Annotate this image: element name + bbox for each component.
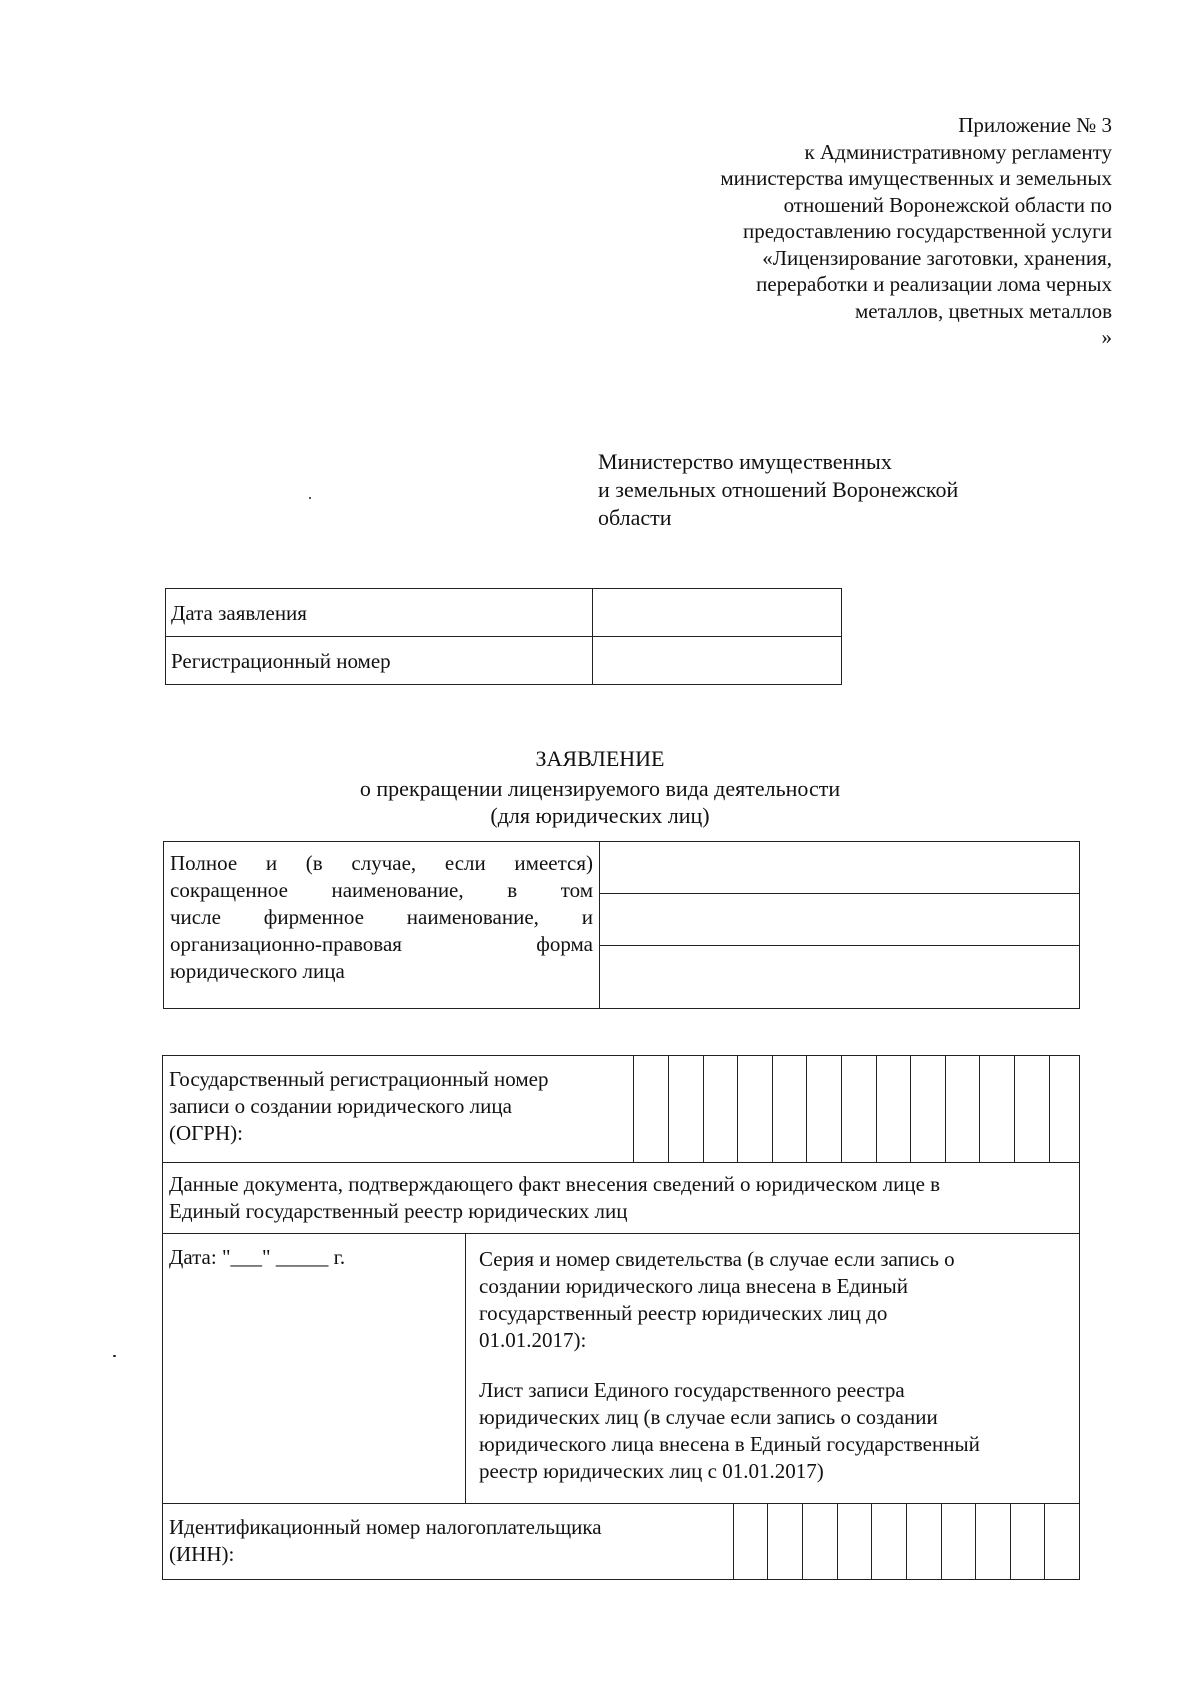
reg-number-label: Регистрационный номер [166, 637, 593, 685]
inn-label-line: Идентификационный номер налогоплательщика [169, 1515, 602, 1539]
form-subtitle: о прекращении лицензируемого вида деятельности [359, 776, 841, 801]
ogrn-digit-box[interactable] [945, 1056, 979, 1162]
appendix-line: к Административному регламенту [804, 139, 1112, 164]
scan-speck [309, 497, 311, 499]
addressee-block [598, 448, 1078, 532]
names-label-line: числе фирменное наименование, и [170, 905, 593, 929]
doc-details-row [163, 1234, 1079, 1504]
ogrn-digit-box[interactable] [633, 1056, 668, 1162]
addressee-line: Министерство имущественных [598, 449, 892, 474]
names-label-line: Полное и (в случае, если имеется) [170, 851, 593, 875]
certificate-line: 01.01.2017): [479, 1328, 587, 1352]
names-label [164, 842, 600, 1009]
ogrn-digit-box[interactable] [668, 1056, 703, 1162]
appendix-line: Приложение № 3 [958, 113, 1112, 137]
appendix-line: «Лицензирование заготовки, хранения, [762, 245, 1112, 270]
reg-number-field[interactable] [593, 637, 842, 685]
registration-table [165, 588, 842, 685]
short-name-field[interactable] [600, 893, 1080, 945]
appendix-header [552, 112, 1112, 351]
full-name-field[interactable] [600, 842, 1080, 894]
ogrn-digit-box[interactable] [772, 1056, 806, 1162]
inn-row [163, 1504, 1079, 1580]
addressee-line: и земельных отношений Воронежской [598, 477, 959, 502]
ogrn-digit-box[interactable] [703, 1056, 737, 1162]
appendix-line: металлов, цветных металлов [855, 298, 1112, 323]
date-field[interactable] [593, 589, 842, 637]
doc-date-label[interactable]: Дата: "___" _____ г. [169, 1245, 346, 1269]
inn-digit-box[interactable] [941, 1504, 975, 1580]
ogrn-digit-box[interactable] [979, 1056, 1014, 1162]
egrul-doc-label [169, 1171, 940, 1225]
inn-label-line: (ИНН): [169, 1542, 235, 1566]
inn-label [169, 1514, 602, 1568]
appendix-line: предоставлению государственной услуги [743, 219, 1112, 243]
ogrn-label-line: (ОГРН): [169, 1121, 243, 1145]
column-divider [465, 1234, 466, 1503]
ogrn-label-line: Государственный регистрационный номер [169, 1067, 549, 1091]
main-table [162, 1055, 1080, 1580]
appendix-line: » [1101, 325, 1112, 349]
scan-speck [113, 1355, 116, 1357]
appendix-line: переработки и реализации лома черных [756, 272, 1112, 296]
ogrn-digit-box[interactable] [1049, 1056, 1079, 1162]
inn-digit-box[interactable] [1044, 1504, 1079, 1580]
form-heading: ЗАЯВЛЕНИЕ [535, 746, 665, 771]
inn-digit-box[interactable] [1010, 1504, 1044, 1580]
ogrn-digit-box[interactable] [841, 1056, 876, 1162]
ogrn-digit-box[interactable] [806, 1056, 841, 1162]
inn-digit-box[interactable] [871, 1504, 906, 1580]
names-table [163, 841, 1080, 1009]
inn-digit-boxes [733, 1504, 1079, 1580]
appendix-line: отношений Воронежской области по [783, 192, 1112, 217]
certificate-block [479, 1246, 955, 1354]
legal-form-field[interactable] [600, 945, 1080, 1008]
sheet-line: реестр юридических лиц с 01.01.2017) [479, 1459, 824, 1483]
ogrn-digit-boxes [633, 1056, 1079, 1162]
form-note: (для юридических лиц) [490, 803, 710, 828]
inn-digit-box[interactable] [906, 1504, 941, 1580]
date-label: Дата заявления [166, 589, 593, 637]
sheet-line: юридических лиц (в случае если запись о создании [479, 1405, 938, 1429]
names-label-line: сокращенное наименование, в том [170, 878, 593, 902]
inn-digit-box[interactable] [767, 1504, 802, 1580]
names-label-line: юридического лица [170, 959, 345, 983]
appendix-line: министерства имущественных и земельных [720, 166, 1112, 190]
ogrn-label-line: записи о создании юридического лица [169, 1094, 512, 1118]
certificate-line: Серия и номер свидетельства (в случае если запись о [479, 1247, 955, 1271]
sheet-line: Лист записи Единого государственного реестра [479, 1378, 905, 1402]
ogrn-row [163, 1056, 1079, 1163]
names-label-line: организационно-правовая форма [170, 932, 593, 956]
certificate-line: государственный реестр юридических лиц до [479, 1301, 888, 1325]
ogrn-digit-box[interactable] [1014, 1056, 1049, 1162]
inn-digit-box[interactable] [802, 1504, 837, 1580]
inn-digit-box[interactable] [837, 1504, 871, 1580]
sheet-line: юридического лица внесена в Единый государственный [479, 1432, 980, 1456]
inn-digit-box[interactable] [975, 1504, 1010, 1580]
ogrn-digit-box[interactable] [737, 1056, 772, 1162]
certificate-line: создании юридического лица внесена в Единый [479, 1274, 908, 1298]
addressee-line: области [598, 505, 672, 530]
egrul-doc-line: Единый государственный реестр юридических лиц [169, 1199, 628, 1223]
ogrn-digit-box[interactable] [876, 1056, 910, 1162]
inn-digit-box[interactable] [733, 1504, 767, 1580]
egrul-doc-line: Данные документа, подтверждающего факт внесения сведений о юридическом лице в [169, 1172, 941, 1196]
ogrn-label [169, 1066, 548, 1147]
sheet-block [479, 1377, 980, 1485]
ogrn-digit-box[interactable] [910, 1056, 945, 1162]
egrul-doc-row [163, 1163, 1079, 1234]
